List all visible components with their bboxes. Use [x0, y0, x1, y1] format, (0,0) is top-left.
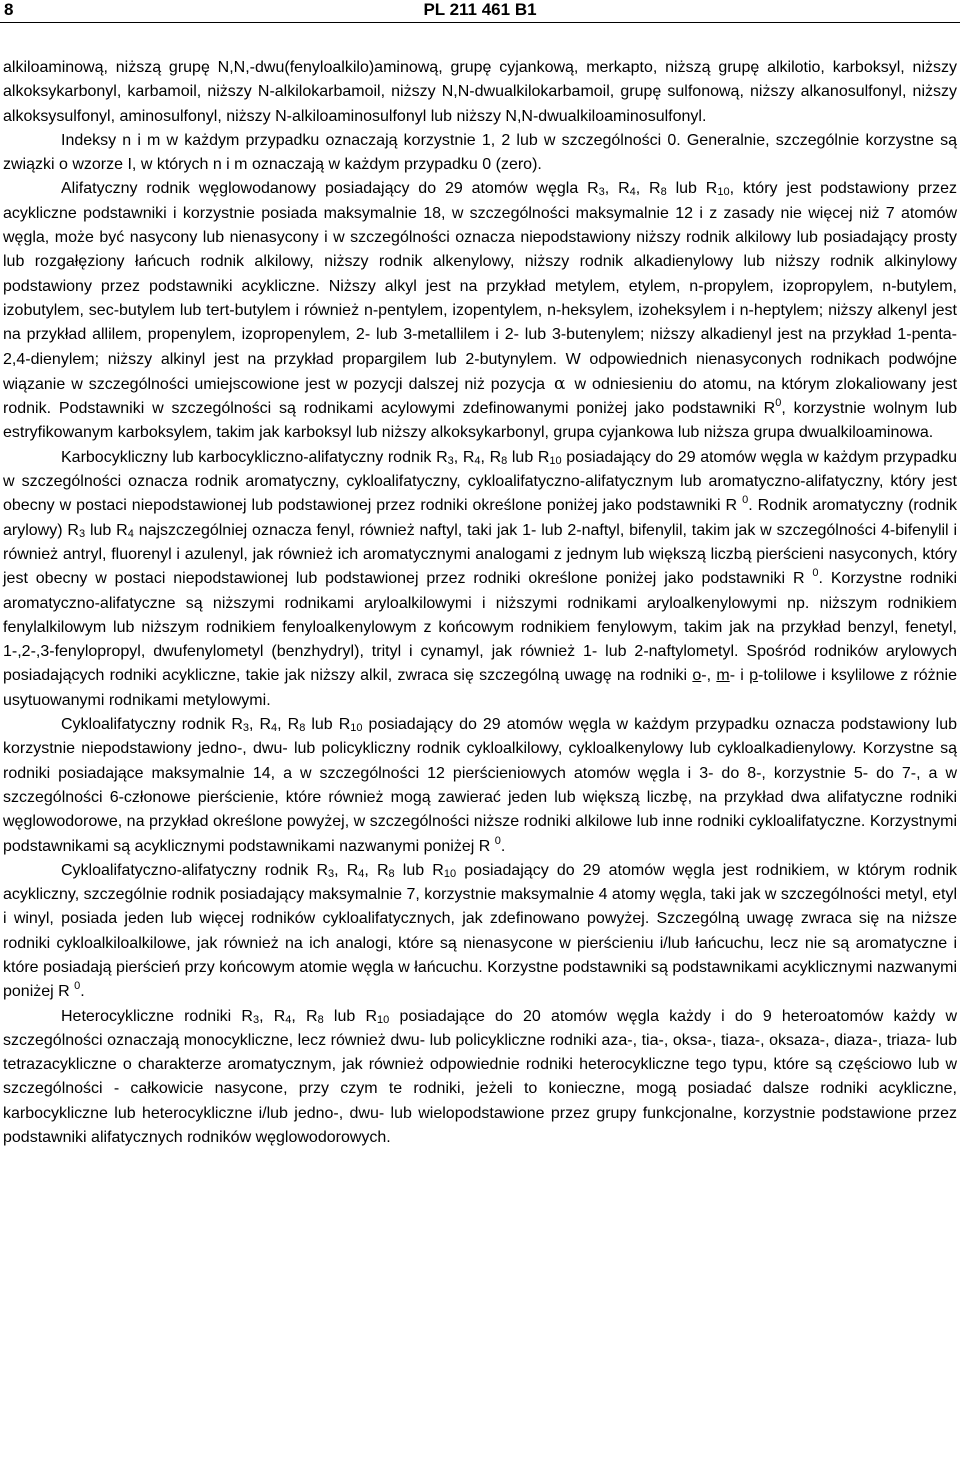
- paragraph-7: Heterocykliczne rodniki $R_3$, $R_4$, $R_8$ lub $R_{10}$ posiadające do 20 atomów węgla każdy i do 9 heteroatomów każdy w szczególności oznaczają monocykliczne, lecz również dwu- lub policykliczne rodniki aza-, tia-, oksa-, tiaza-, oksaza-, diaza-, triaza- lub tetrazacykliczne o charakterze aromatycznym, jak również odpowiednie rodniki heterocykliczne tego typu, które są częściowo lub w szczególności - całkowicie nasycone, przy czym te rodniki, jeżeli to konieczne, mogą posiadać dalsze rodniki acykliczne, karbocykliczne lub heterocykliczne i/lub jedno-, dwu- lub wielopodstawione przez grupy funkcjonalne, korzystnie podstawione przez podstawniki alifatycznych rodników węglowodorowych.: [3, 1007, 958, 1147]
- patent-number: PL 211 461 B1: [423, 0, 537, 19]
- paragraph-3: Alifatyczny rodnik węglowodanowy posiadający do 29 atomów węgla $R_3$, $R_4$, $R_8$ lub $R_{10}$, który jest podstawiony przez acykliczne podstawniki i korzystnie posiada maksymalnie 18, w szczególności maksymalnie 12 i z zasady nie więcej niż 7 atomów węgla, może być nasycony lub nienasycony i w szczególności oznacza niepodstawiony niższy rodnik alkilowy lub posiadający prosty lub rozgałęziony łańcuch rodnik alkilowy, niższy rodnik alkenylowy, niższy rodnik alkadienylowy lub niższy rodnik alkinylowy podstawiony przez podstawniki acykliczne. Niższy alkyl jest na przykład metylem, etylem, n-propylem, izopropylem, n-butylem, izobutylem, sec-butylem lub tert-butylem i również n-pentylem, izopentylem, n-heksylem, izoheksylem i n-heptylem; niższy alkenyl jest na przykład allilem, propenylem, izopropenylem, 2- lub 3-metallilem i 2- lub 3-butenylem; niższy alkadienyl jest na przykład 1-penta-2,4-dienylem; niższy alkinyl jest na przykład propargilem lub 2-butynylem. W odpowiednich nienasyconych rodnikach podwójne wiązanie w szczególności umiejscowione jest w pozycji dalszej niż pozycja α w odniesieniu do atomu, na którym zlokaliowany jest rodnik. Podstawniki w szczególności są rodnikami acylowymi zdefinowanymi poniżej jako podstawniki $R^0$, korzystnie wolnym lub estryfikowanym karboksylem, takim jak karboksyl lub niższy alkoksykarbonyl, grupa cyjankowa lub niższa grupa dwualkiloaminowa.: [3, 180, 958, 442]
- paragraph-4: Karbocykliczny lub karbocykliczno-alifatyczny rodnik $R_3$, $R_4$, $R_8$ lub $R_{10}$ posiadający do 29 atomów węgla w każdym przypadku w szczególności oznacza rodnik aromatyczny, cykloalifatyczny, cykloalifatyczno-alifatycznym lub aromatyczno-alifatyczny, który jest obecny w postaci niepodstawionej lub podstawionej przez rodniki określone poniżej jako podstawniki R $^0$. Rodnik aromatyczny (rodnik arylowy) $R_3$ lub $R_4$ najszczególniej oznacza fenyl, również naftyl, taki jak 1- lub 2-naftyl, bifenylil, takim jak w szczególności 4-bifenylil i również antryl, fluorenyl i azulenyl, jak również ich aromatycznymi analogami z jednym lub większą liczbą pierścieni nasyconych, który jest obecny w postaci niepodstawionej lub podstawionej przez rodniki określone poniżej jako podstawniki R $^0$. Korzystne rodniki aromatyczno-alifatyczne są niższymi rodnikami aryloalkilowymi i niższymi rodnikami aryloalkenylowymi np. niższym rodnikiem fenylalkilowym lub niższym rodnikiem fenyloalkenylowym z końcowym rodnikiem fenylowym, takim jak na przykład benzyl, fenetyl, 1-,2-,3-fenylopropyl, dwufenylometyl (benzhydryl), trityl i cynamyl, jak również 1- lub 2-naftylometyl. Spośród rodników arylowych posiadających rodniki acykliczne, takie jak niższy alkil, zwraca się szczególną uwagę na rodniki o-, m- i p-tolilowe i ksylilowe z różnie usytuowanymi rodnikami metylowymi.: [3, 448, 958, 709]
- document-body: [3, 56, 957, 1150]
- page-header: [0, 0, 960, 24]
- page-number: 8: [4, 0, 14, 19]
- paragraph-2: Indeksy n i m w każdym przypadku oznaczają korzystnie 1, 2 lub w szczególności 0. Generalnie, szczególnie korzystne są związki o wzorze I, w których n i m oznaczają w każdym przypadku 0 (zero).: [3, 131, 957, 174]
- paragraph-1: alkiloaminową, niższą grupę N,N,-dwu(fenyloalkilo)aminową, grupę cyjankową, merkapto, niższą grupę alkilotio, karboksyl, niższy alkoksykarbonyl, karbamoil, niższy N-alkilokarbamoil, niższy N,N-dwualkilokarbamoil, grupę sulfonową, niższy alkanosulfonyl, niższy alkoksysulfonyl, aminosulfonyl, niższy N-alkiloaminosulfonyl lub niższy N,N-dwualkiloaminosulfonyl.: [3, 59, 957, 125]
- header-divider: [0, 22, 960, 23]
- paragraph-6: Cykloalifatyczno-alifatyczny rodnik $R_3$, $R_4$, $R_8$ lub $R_{10}$ posiadający do 29 atomów węgla jest rodnikiem, w którym rodnik acykliczny, szczególnie rodnik posiadający maksymalnie 7, korzystnie maksymalnie 4 atomy węgla, taki jak w szczególności metyl, etyl i winyl, posiada jeden lub więcej rodników cykloalifatycznych, jak zdefinowano powyżej. Szczególną uwagę zwraca się na niższe rodniki cykloalkiloalkilowe, jak również na ich analogi, które są nienasycone w pierścieniu i/lub łańcuchu, lecz nie są aromatyczne i które posiadają pierścień przy końcowym atomie węgla w łańcuchu. Korzystne podstawniki są podstawnikami acyklicznymi nazwanymi poniżej R $^0$.: [3, 861, 958, 1001]
- paragraph-5: Cykloalifatyczny rodnik $R_3$, $R_4$, $R_8$ lub $R_{10}$ posiadający do 29 atomów węgla w każdym przypadku oznacza podstawiony lub korzystnie niepodstawiony jedno-, dwu- lub policykliczny rodnik cykloalkilowy, cykloalkenylowy lub cykloalkadienylowy. Korzystne są rodniki posiadające maksymalnie 14, a w szczególności 12 pierścieniowych atomów węgla i 3- do 8-, korzystnie 5- do 7-, a w szczególności 6-członowe pierścienie, które również mogą zawierać jeden lub większą liczbę, na przykład dwa alifatyczne rodniki węglowodorowe, na przykład określone powyżej, w szczególności niższe rodniki alkilowe lub inne rodniki cykloalifatyczne. Korzystnymi podstawnikami są acyklicznymi podstawnikami nazwanymi poniżej R $^0$.: [3, 716, 958, 855]
- alpha-symbol: α: [554, 373, 566, 394]
